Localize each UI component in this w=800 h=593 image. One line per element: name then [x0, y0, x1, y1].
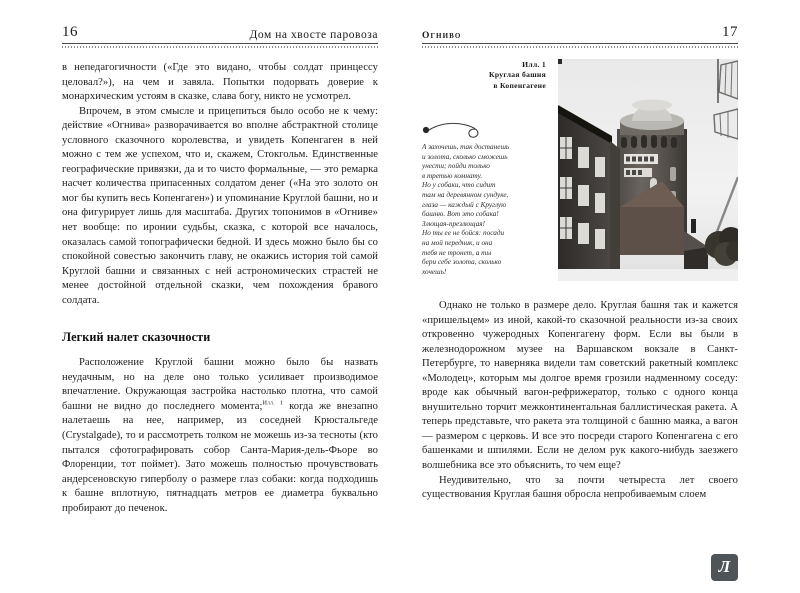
folio-left: 16 — [62, 24, 78, 40]
paragraph: Однако не только в размере дело. Круглая башня так и кажется «пришельцем» из иной, какой-то сказочной реальности из-за своих откровенно чужеродных Копенгагену форм. Если вы были в железнодорожном музее на Варшавском вокзале в Санкт-Петербурге, то наверняка видели там советский ракетный комплекс «Молодец», которым мы долгое время грозили надменному соседу: вроде как обычный вагон-рефрижератор, только с одного конца внушительно торчит межконтинентальная баллистическая ракета. А теперь представьте, что ракета эта толщиной с башню маяка, а вагон — размером с церковь. И все это посреди старого Копенгагена с его башенками и шпилями. Если не делом рук какого-нибудь заезжего волшебника все это объяснить, то чем еще? — [422, 300, 738, 472]
figure-caption — [422, 60, 546, 91]
epigraph — [422, 143, 546, 277]
figure-caption-line-2: в Копенгагене — [493, 80, 546, 90]
epigraph-line: в третью комнату. — [422, 171, 483, 180]
epigraph-line: бери себе золота, сколько — [422, 258, 502, 267]
paragraph: Неудивительно, что за почти четыреста лет своего существования Круглая башня обросла непробиваемым слоем — [422, 474, 738, 501]
running-head-rule — [62, 43, 378, 44]
body-text-left — [62, 46, 378, 516]
running-head-rule — [422, 43, 738, 44]
body-text-right — [422, 291, 738, 503]
epigraph-line: тебя не тронет, а ты — [422, 248, 492, 257]
publisher-logo-letter: Л — [718, 557, 731, 576]
figure-caption-line-1: Круглая башня — [489, 70, 546, 80]
illustration-reference-marker: Илл. 1 — [262, 399, 284, 407]
figure-block — [422, 59, 738, 291]
page-right — [400, 0, 800, 593]
epigraph-line: и золота, сколько сможешь — [422, 152, 508, 161]
running-head-dotted-rule — [62, 46, 378, 48]
epigraph-line: унести; пойди только — [422, 162, 490, 171]
epigraph-line: на мой передник, и она — [422, 238, 493, 247]
folio-right: 17 — [722, 24, 738, 40]
paragraph-text-before-ref: Расположение Круглой башни можно было бы назвать неудачным, но на деле оно только усиливает производимое впечатление. Окружающая застройка настолько плотна, что самой башни не видно до последнего момента; — [62, 357, 378, 412]
epigraph-line: Но ты ее не бойся: посади — [422, 229, 505, 238]
epigraph-line: Но у собаки, что сидит — [422, 181, 496, 190]
epigraph-line: глаза — каждый с Круглую — [422, 200, 507, 209]
paragraph-text-after-ref: когда же внезапно налетаешь на нее, например, из соседней Крюстальгеде (Crystalgade), то и рассмотреть толком не можешь из-за тесноты (кто пытался сфотографировать собор Санта-Мария-дель-Фьоре во Флоренции, тот поймет). Зато можешь полностью прочувствовать андерсеновскую гиперболу о размере глаз собаки: когда подходишь к башне вплотную, пятнадцать метров ее диаметра буквально пробирают до печенок. — [62, 400, 378, 514]
running-head-right — [422, 0, 738, 46]
running-head-left — [62, 0, 378, 46]
epigraph-line: Злющая-презлющая! — [422, 219, 486, 228]
section-subheading: Легкий налет сказочности — [62, 330, 211, 345]
round-tower-photo — [558, 59, 738, 281]
running-head-dotted-rule — [422, 46, 738, 48]
epigraph-line: хочешь! — [422, 267, 447, 276]
running-title-left: Дом на хвосте паровоза — [249, 29, 378, 41]
paragraph: в непедагогичности («Где это видано, чтобы солдат принцессу целовал?»), на чем и завяла. Попытки подорвать доверие к монархическим устоям в сказке, слава богу, никто не усмотрел. — [62, 62, 378, 103]
paragraph-with-illustration-ref — [62, 356, 378, 516]
epigraph-line: А захочешь, так достанешь — [422, 143, 510, 151]
epigraph-line: там на деревянном сундуке, — [422, 190, 509, 199]
publisher-logo — [711, 554, 738, 581]
running-title-right: Огниво — [422, 31, 462, 41]
epigraph-line: башню. Вот это собака! — [422, 210, 499, 219]
figure-caption-label: Илл. 1 — [522, 60, 546, 69]
swirl-ornament-icon — [422, 121, 496, 141]
paragraph: Впрочем, в этом смысле и прицепиться было особо не к чему: действие «Огнива» разворачивается во вполне абстрактной столице условного сказочного королевства, и увидеть Копенгаген в ней можно с тем же успехом, что и, скажем, Стокгольм. Единственные географические привязки, да и то чисто формальные, — это ремарка насчет количества припасенных солдатом денег («На это золото он мог бы купить весь Копенгаген») и упоминание Круглой башни, но и она фигурирует лишь для масштаба. Других топонимов в «Огниве» нет вообще: по иронии судьбы, сказка, с которой все началось, оказалась самой топографически бедной. И здесь можно было бы со спокойной совестью закончить главу, не окажись история той самой Круглой башни и связанных с ней астрономических страстей не менее достойной отдельной сказки, чем похождения бравого солдата. — [62, 105, 378, 306]
